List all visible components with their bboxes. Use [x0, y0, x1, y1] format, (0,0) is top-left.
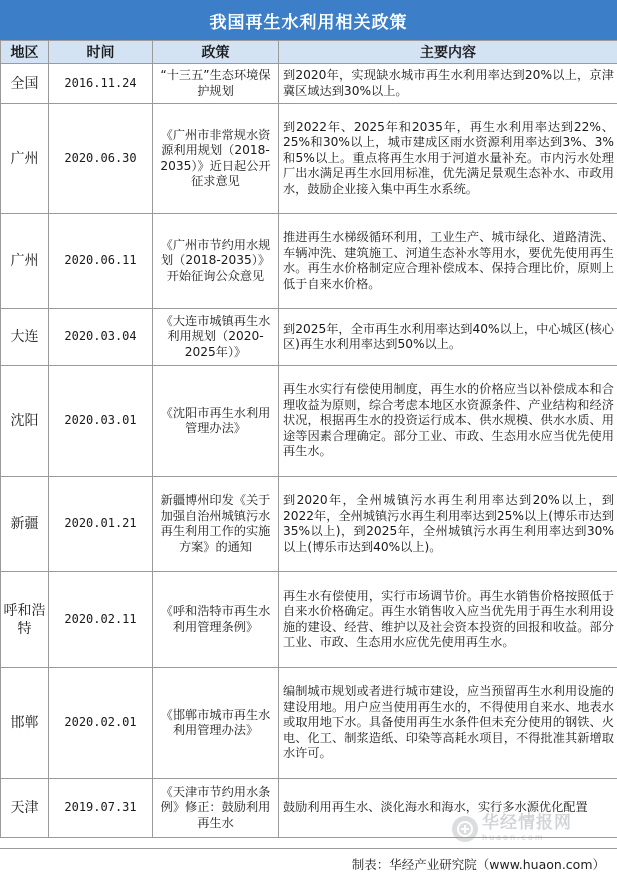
table-row	[1, 309, 617, 366]
huaon-logo-icon	[452, 816, 478, 842]
region-cell: 广州	[1, 214, 49, 309]
table-row	[1, 366, 617, 477]
policy-cell: 《邯郸市城市再生水利用管理办法》	[153, 668, 279, 779]
policy-cell: 《广州市非常规水资源利用规划（2018-2035）》近日起公开征求意见	[153, 104, 279, 214]
content-cell: 到2022年、2025年和2035年，再生水利用率达到22%、25%和30%以上，城市建成区雨水资源利用率达到3%、3%和5%以上。重点将再生水用于河道水量补充。市内污水处理厂出水满足再生水回用标准，优先满足景观生态补水、市政用水，鼓励企业接入集中再生水系统。	[279, 104, 617, 214]
date-cell: 2020.01.21	[49, 477, 153, 572]
date-cell: 2020.06.30	[49, 104, 153, 214]
content-cell: 编制城市规划或者进行城市建设，应当预留再生水利用设施的建设用地。用户应当使用再生水的，不得使用自来水、地表水或取用地下水。具备使用再生水条件但未充分使用的钢铁、火电、化工、制浆造纸、印染等高耗水项目，不得批准其新增取水许可。	[279, 668, 617, 779]
content-cell: 到2025年，全市再生水利用率达到40%以上，中心城区(核心区)再生水利用率达到50%以上。	[279, 309, 617, 366]
table-row	[1, 477, 617, 572]
region-cell: 呼和浩特	[1, 572, 49, 668]
header-row	[1, 41, 617, 64]
header-region: 地区	[1, 41, 49, 64]
header-date: 时间	[49, 41, 153, 64]
content-cell: 再生水有偿使用，实行市场调节价。再生水销售价格按照低于自来水价格确定。再生水销售收入应当优先用于再生水利用设施的建设、经营、维护以及社会资本投资的回报和收益。部分工业、市政、生态用水应优先使用再生水。	[279, 572, 617, 668]
region-cell: 大连	[1, 309, 49, 366]
date-cell: 2020.02.01	[49, 668, 153, 779]
content-cell: 鼓励利用再生水、淡化海水和海水，实行多水源优化配置	[279, 779, 617, 838]
content-cell: 到2020年，实现缺水城市再生水利用率达到20%以上，京津冀区域达到30%以上。	[279, 64, 617, 104]
policy-table	[0, 40, 617, 838]
region-cell: 邯郸	[1, 668, 49, 779]
watermark-name: 华经情报网	[482, 813, 572, 833]
region-cell: 全国	[1, 64, 49, 104]
region-cell: 沈阳	[1, 366, 49, 477]
date-cell: 2020.03.01	[49, 366, 153, 477]
policy-cell: 《天津市节约用水条例》修正：鼓励利用再生水	[153, 779, 279, 838]
table-row	[1, 572, 617, 668]
content-cell: 到2020年，全州城镇污水再生利用率达到20%以上，到2022年，全州城镇污水再生利用率达到25%以上(博乐市达到35%以上)，到2025年，全州城镇污水再生利用率达到30%以上(博乐市达到40%以上)。	[279, 477, 617, 572]
date-cell: 2019.07.31	[49, 779, 153, 838]
policy-cell: 《大连市城镇再生水利用规划（2020-2025年）》	[153, 309, 279, 366]
region-cell: 广州	[1, 104, 49, 214]
content-cell: 推进再生水梯级循环利用，工业生产、城市绿化、道路清洗、车辆冲洗、建筑施工、河道生态补水等用水，要优先使用再生水。再生水价格制定应合理补偿成本、保持合理比价，原则上低于自来水价格。	[279, 214, 617, 309]
table-title: 我国再生水利用相关政策	[0, 0, 617, 40]
policy-cell: 《广州市节约用水规划（2018-2035）》开始征询公众意见	[153, 214, 279, 309]
region-cell: 新疆	[1, 477, 49, 572]
policy-cell: 新疆博州印发《关于加强自治州城镇污水再生利用工作的实施方案》的通知	[153, 477, 279, 572]
table-row	[1, 668, 617, 779]
date-cell: 2020.02.11	[49, 572, 153, 668]
header-policy: 政策	[153, 41, 279, 64]
policy-cell: 《呼和浩特市再生水利用管理条例》	[153, 572, 279, 668]
date-cell: 2020.03.04	[49, 309, 153, 366]
table-row	[1, 214, 617, 309]
source-footer: 制表：华经产业研究院（www.huaon.com）	[0, 848, 617, 878]
policy-cell: “十三五”生态环境保护规划	[153, 64, 279, 104]
header-content: 主要内容	[279, 41, 617, 64]
region-cell: 天津	[1, 779, 49, 838]
policy-cell: 《沈阳市再生水利用管理办法》	[153, 366, 279, 477]
table-row	[1, 104, 617, 214]
content-cell: 再生水实行有偿使用制度，再生水的价格应当以补偿成本和合理收益为原则，综合考虑本地区水资源条件、产业结构和经济状况，根据再生水的投资运行成本、供水规模、供水水质、用途等因素合理确定。部分工业、市政、生态用水应当优先使用再生水。	[279, 366, 617, 477]
watermark	[452, 815, 572, 842]
table-row	[1, 64, 617, 104]
watermark-url: huaon.com	[482, 833, 545, 842]
date-cell: 2020.06.11	[49, 214, 153, 309]
date-cell: 2016.11.24	[49, 64, 153, 104]
